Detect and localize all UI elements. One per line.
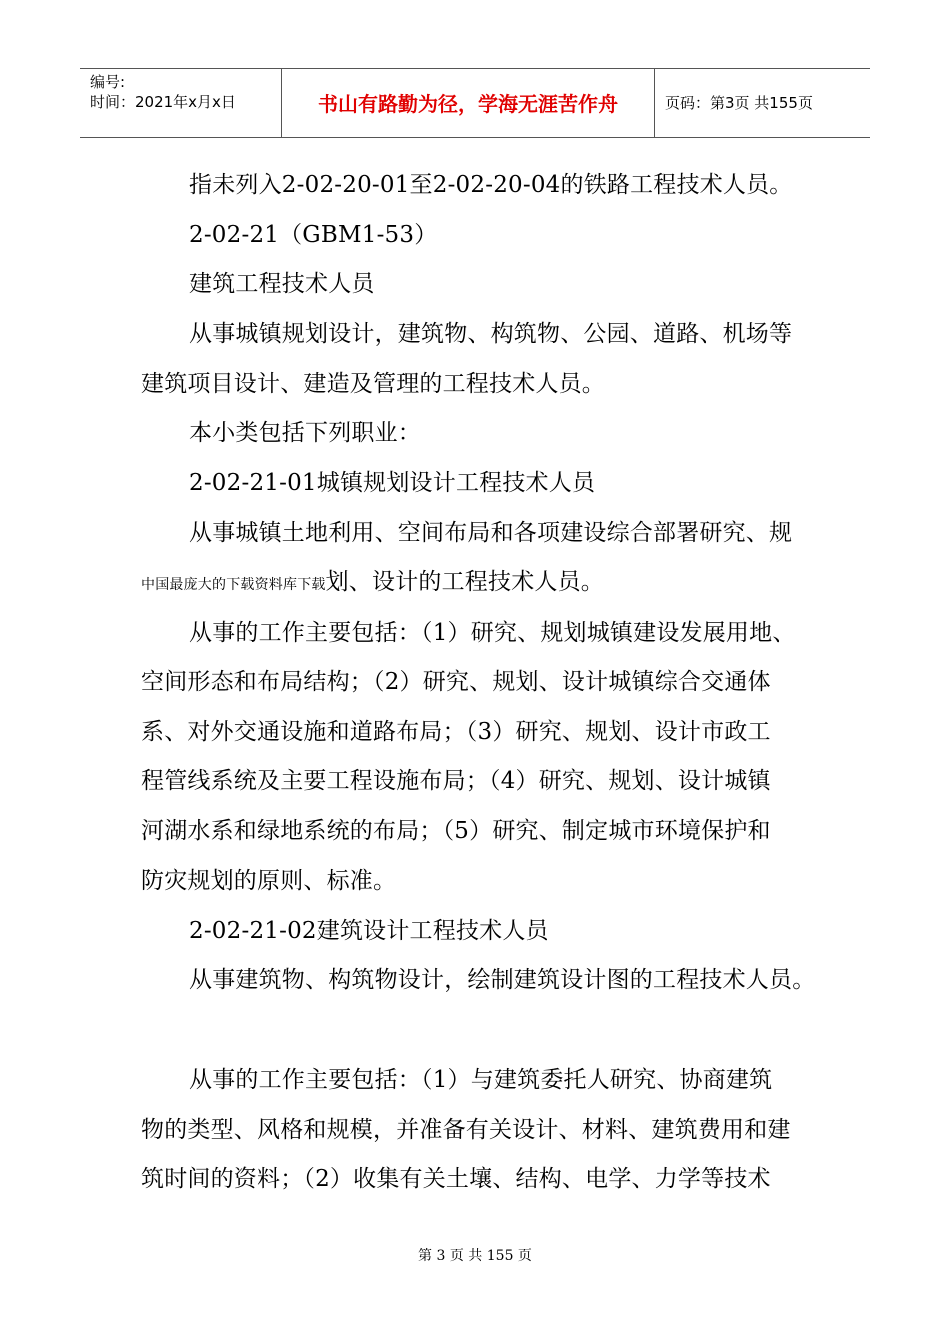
document-number-label: 编号: [90,73,126,91]
paragraph-line: 指未列入2-02-20-01至2-02-20-04的铁路工程技术人员。 [189,172,793,198]
document-time-label: 时间：2021年x月x日 [90,93,236,111]
paragraph-line: 系、对外交通设施和道路布局；（3）研究、规划、设计市政工 [141,719,771,745]
header-motto-cell [282,69,655,137]
paragraph-line: 从事城镇规划设计，建筑物、构筑物、公园、道路、机场等 [189,321,793,347]
watermark-text: 中国最庞大的下载资料库下载 [141,577,326,593]
paragraph-line: 物的类型、风格和规模，并准备有关设计、材料、建筑费用和建 [141,1117,791,1143]
paragraph-line [141,567,604,600]
header-meta-cell [80,69,282,137]
paragraph-line: 筑时间的资料；（2）收集有关土壤、结构、电学、力学等技术 [141,1166,771,1192]
paragraph-line: 防灾规划的原则、标准。 [141,868,397,894]
paragraph-line: 空间形态和布局结构；（2）研究、规划、设计城镇综合交通体 [141,669,771,695]
section-code: 2-02-21（GBM1-53） [189,222,438,248]
section-title: 建筑工程技术人员 [189,271,375,297]
header-table [80,68,870,138]
header-page-info: 页码：第3页 共155页 [665,94,813,112]
header-motto: 书山有路勤为径，学海无涯苦作舟 [318,92,618,116]
paragraph-line: 河湖水系和绿地系统的布局；（5）研究、制定城市环境保护和 [141,818,771,844]
paragraph-line: 从事城镇土地利用、空间布局和各项建设综合部署研究、规 [189,520,793,546]
page-footer: 第 3 页 共 155 页 [418,1248,532,1264]
occupation-heading: 2-02-21-02建筑设计工程技术人员 [189,918,549,944]
paragraph-fragment: 划、设计的工程技术人员。 [325,569,605,595]
paragraph-line: 建筑项目设计、建造及管理的工程技术人员。 [141,371,605,397]
paragraph-line: 本小类包括下列职业： [189,420,421,446]
paragraph-line: 从事的工作主要包括：（1）研究、规划城镇建设发展用地、 [189,620,796,646]
paragraph-line: 从事的工作主要包括：（1）与建筑委托人研究、协商建筑 [189,1067,773,1093]
header-page-cell [655,69,870,137]
paragraph-line: 从事建筑物、构筑物设计，绘制建筑设计图的工程技术人员。 [189,967,816,993]
occupation-heading: 2-02-21-01城镇规划设计工程技术人员 [189,470,596,496]
paragraph-line: 程管线系统及主要工程设施布局；（4）研究、规划、设计城镇 [141,768,771,794]
